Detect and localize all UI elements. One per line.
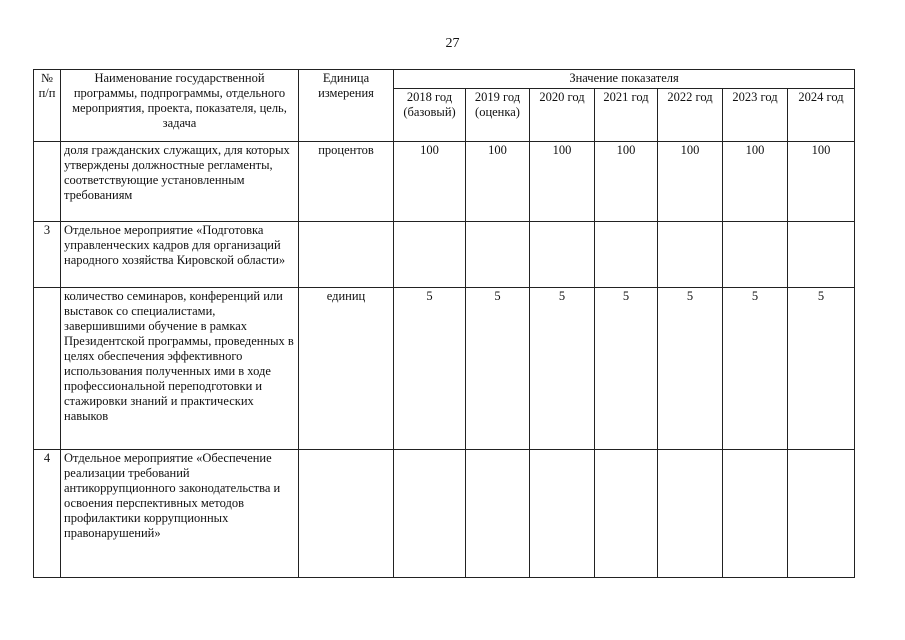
row-value: 5 bbox=[723, 288, 788, 450]
row-value bbox=[723, 222, 788, 288]
row-value: 100 bbox=[394, 142, 466, 222]
row-unit bbox=[299, 450, 394, 578]
row-value bbox=[394, 222, 466, 288]
header-num: № п/п bbox=[34, 70, 61, 142]
row-value bbox=[658, 450, 723, 578]
row-value: 100 bbox=[466, 142, 530, 222]
header-name: Наименование государственной программы, подпрограммы, отдельного мероприятия, проекта, показателя, цель, задача bbox=[61, 70, 299, 142]
row-value: 5 bbox=[466, 288, 530, 450]
row-unit: единиц bbox=[299, 288, 394, 450]
row-value bbox=[466, 450, 530, 578]
table-row bbox=[34, 222, 855, 288]
header-value-group: Значение показателя bbox=[394, 70, 855, 89]
row-value: 100 bbox=[530, 142, 595, 222]
row-name: Отдельное мероприятие «Обеспечение реализации требований антикоррупционного законодательства и освоения перспективных методов профилактики коррупционных правонарушений» bbox=[61, 450, 299, 578]
row-value: 100 bbox=[658, 142, 723, 222]
table-row bbox=[34, 142, 855, 222]
header-unit: Единица измерения bbox=[299, 70, 394, 142]
row-unit bbox=[299, 222, 394, 288]
row-value: 5 bbox=[658, 288, 723, 450]
row-name: Отдельное мероприятие «Подготовка управленческих кадров для организаций народного хозяйства Кировской области» bbox=[61, 222, 299, 288]
table-row bbox=[34, 288, 855, 450]
table-row bbox=[34, 450, 855, 578]
row-value bbox=[788, 450, 855, 578]
row-value: 5 bbox=[530, 288, 595, 450]
row-value: 100 bbox=[723, 142, 788, 222]
row-unit: процентов bbox=[299, 142, 394, 222]
row-value bbox=[658, 222, 723, 288]
row-value bbox=[530, 222, 595, 288]
row-value bbox=[595, 450, 658, 578]
row-value bbox=[723, 450, 788, 578]
header-year: 2024 год bbox=[788, 89, 855, 142]
row-num: 4 bbox=[34, 450, 61, 578]
row-value bbox=[466, 222, 530, 288]
row-value: 5 bbox=[595, 288, 658, 450]
row-value: 100 bbox=[788, 142, 855, 222]
header-year: 2018 год (базовый) bbox=[394, 89, 466, 142]
row-value bbox=[788, 222, 855, 288]
page-number: 27 bbox=[445, 36, 460, 51]
row-value bbox=[394, 450, 466, 578]
header-year: 2020 год bbox=[530, 89, 595, 142]
header-year: 2023 год bbox=[723, 89, 788, 142]
row-value: 100 bbox=[595, 142, 658, 222]
header-year: 2021 год bbox=[595, 89, 658, 142]
row-value: 5 bbox=[394, 288, 466, 450]
row-value bbox=[530, 450, 595, 578]
row-num: 3 bbox=[34, 222, 61, 288]
row-name: доля гражданских служащих, для которых утверждены должностные регламенты, соответствующие установленным требованиям bbox=[61, 142, 299, 222]
header-year: 2022 год bbox=[658, 89, 723, 142]
row-num bbox=[34, 142, 61, 222]
row-name: количество семинаров, конференций или выставок со специалистами, завершившими обучение в рамках Президентской программы, проведенных в целях обеспечения эффективного использования полученных ими в ходе профессиональной переподготовки и стажировки знаний и практических навыков bbox=[61, 288, 299, 450]
indicator-table bbox=[33, 69, 855, 578]
row-value bbox=[595, 222, 658, 288]
header-year: 2019 год (оценка) bbox=[466, 89, 530, 142]
row-value: 5 bbox=[788, 288, 855, 450]
row-num bbox=[34, 288, 61, 450]
